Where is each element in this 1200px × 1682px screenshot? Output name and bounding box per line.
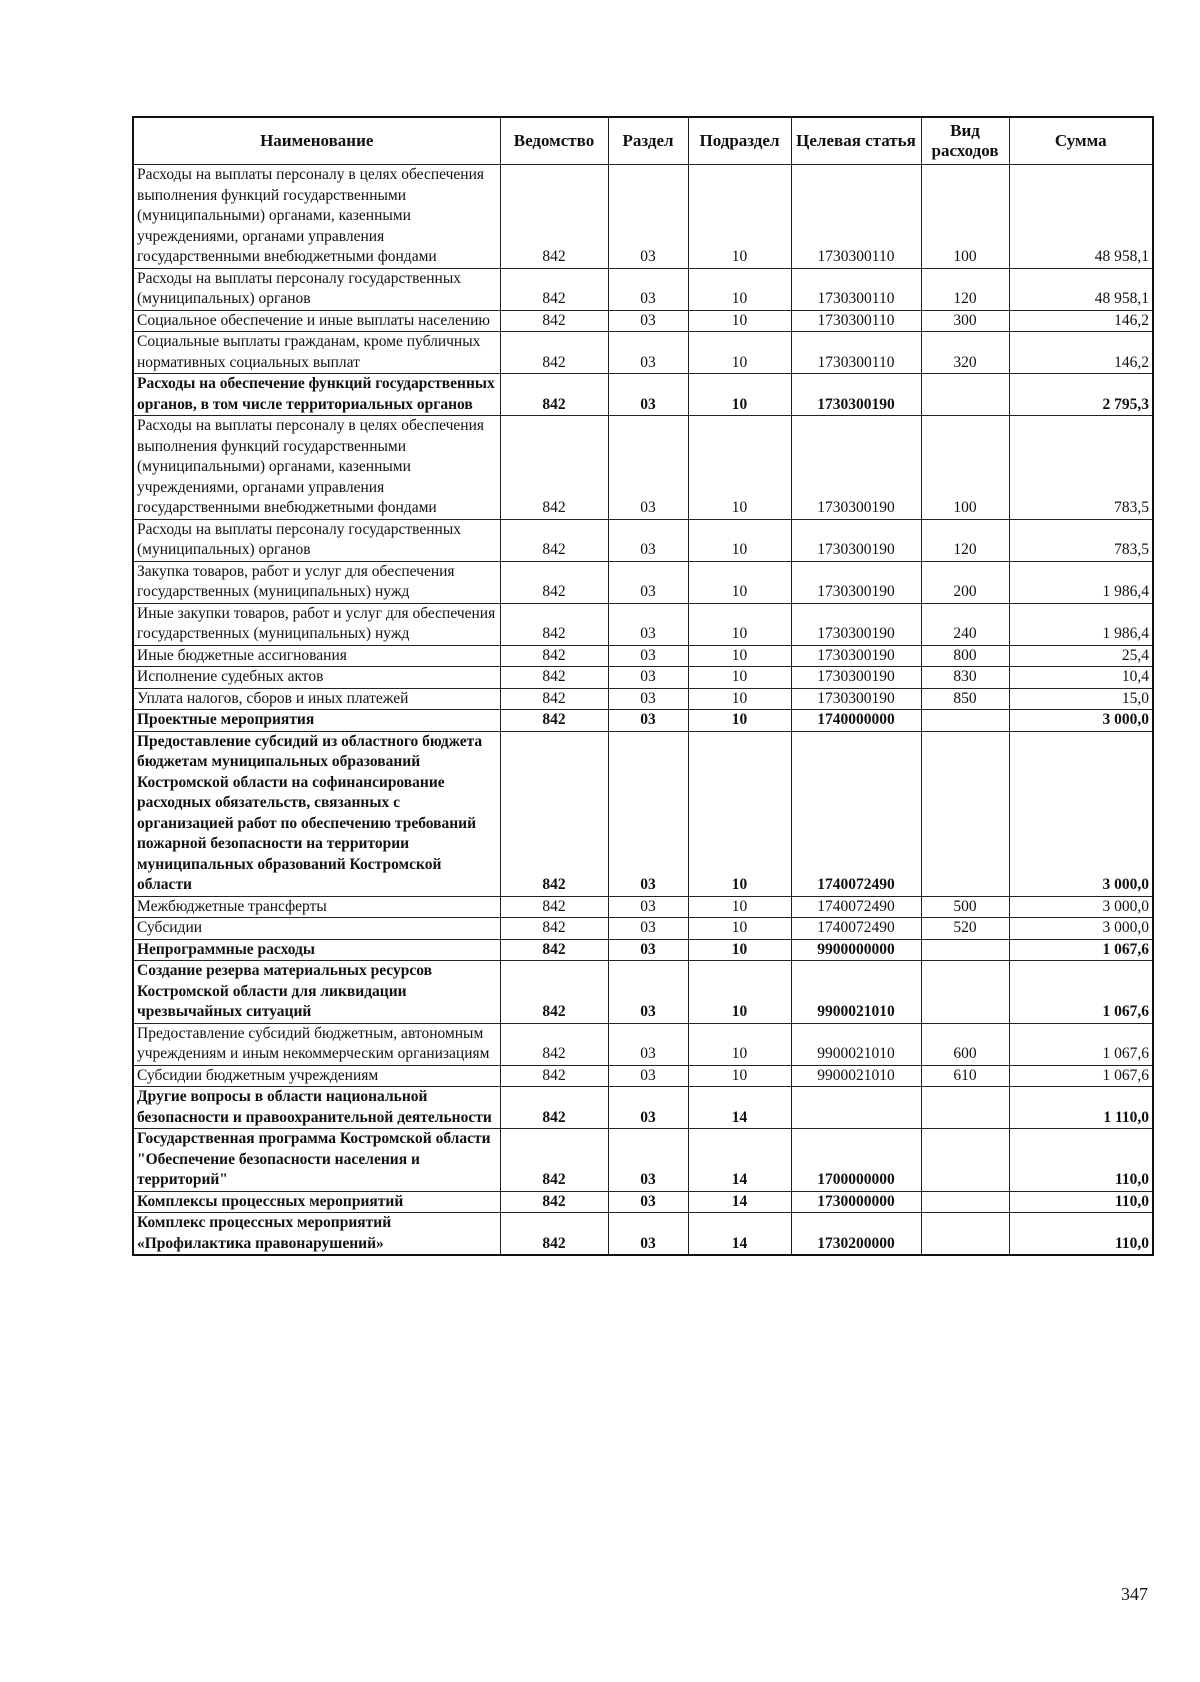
row-amount-cell: 1 067,6: [1009, 1023, 1153, 1065]
row-target-article-cell: 9900021010: [791, 1065, 921, 1087]
row-amount-cell: 1 067,6: [1009, 939, 1153, 961]
table-row: [133, 688, 1153, 710]
page-number: 347: [1121, 1584, 1148, 1604]
row-section-cell: 03: [608, 268, 688, 310]
table-row: [133, 667, 1153, 689]
row-subsection-cell: 10: [688, 268, 791, 310]
row-section-cell: 03: [608, 374, 688, 416]
table-header-row: [133, 117, 1153, 165]
row-expense-type-cell: 600: [921, 1023, 1009, 1065]
table-row: [133, 1023, 1153, 1065]
row-amount-cell: 10,4: [1009, 667, 1153, 689]
row-name-cell: Предоставление субсидий из областного бюджета бюджетам муниципальных образований Костромской области на софинансирование расходных обязательств, связанных с организацией работ по обеспечению требований пожарной безопасности на территории муниципальных образований Костромской области: [133, 731, 500, 896]
table-row: [133, 268, 1153, 310]
row-subsection-cell: 10: [688, 310, 791, 332]
row-department-cell: 842: [500, 374, 608, 416]
row-department-cell: 842: [500, 667, 608, 689]
row-amount-cell: 25,4: [1009, 645, 1153, 667]
row-name-cell: Расходы на выплаты персоналу в целях обеспечения выполнения функций государственными (муниципальными) органами, казенными учреждениями, органами управления государственными внебюджетными фондами: [133, 165, 500, 269]
row-amount-cell: 48 958,1: [1009, 165, 1153, 269]
table-row: [133, 645, 1153, 667]
row-target-article-cell: 1730300190: [791, 603, 921, 645]
row-expense-type-cell: 120: [921, 268, 1009, 310]
table-row: [133, 1065, 1153, 1087]
row-section-cell: 03: [608, 918, 688, 940]
row-section-cell: 03: [608, 645, 688, 667]
row-amount-cell: 1 067,6: [1009, 1065, 1153, 1087]
row-subsection-cell: 10: [688, 645, 791, 667]
row-name-cell: Расходы на обеспечение функций государственных органов, в том числе территориальных органов: [133, 374, 500, 416]
row-target-article-cell: 1740072490: [791, 731, 921, 896]
row-subsection-cell: 14: [688, 1087, 791, 1129]
row-amount-cell: 48 958,1: [1009, 268, 1153, 310]
table-row: [133, 519, 1153, 561]
table-row: [133, 1087, 1153, 1129]
table-row: [133, 896, 1153, 918]
row-subsection-cell: 10: [688, 374, 791, 416]
row-amount-cell: 110,0: [1009, 1191, 1153, 1213]
row-section-cell: 03: [608, 710, 688, 732]
budget-sheet: [132, 116, 1152, 1256]
row-name-cell: Иные бюджетные ассигнования: [133, 645, 500, 667]
header-expense-type: Вид расходов: [921, 117, 1009, 165]
row-expense-type-cell: [921, 961, 1009, 1024]
row-expense-type-cell: 240: [921, 603, 1009, 645]
row-department-cell: 842: [500, 1023, 608, 1065]
row-expense-type-cell: 520: [921, 918, 1009, 940]
row-department-cell: 842: [500, 310, 608, 332]
row-name-cell: Социальное обеспечение и иные выплаты населению: [133, 310, 500, 332]
row-department-cell: 842: [500, 961, 608, 1024]
row-section-cell: 03: [608, 416, 688, 520]
row-expense-type-cell: [921, 731, 1009, 896]
row-subsection-cell: 10: [688, 710, 791, 732]
row-section-cell: 03: [608, 667, 688, 689]
row-expense-type-cell: 300: [921, 310, 1009, 332]
table-body: [133, 165, 1153, 1256]
row-name-cell: Субсидии: [133, 918, 500, 940]
row-expense-type-cell: 610: [921, 1065, 1009, 1087]
row-section-cell: 03: [608, 1065, 688, 1087]
row-subsection-cell: 10: [688, 416, 791, 520]
row-department-cell: 842: [500, 1065, 608, 1087]
table-row: [133, 710, 1153, 732]
row-department-cell: 842: [500, 645, 608, 667]
row-department-cell: 842: [500, 1213, 608, 1256]
row-name-cell: Проектные мероприятия: [133, 710, 500, 732]
row-expense-type-cell: [921, 1087, 1009, 1129]
header-name: Наименование: [133, 117, 500, 165]
row-department-cell: 842: [500, 332, 608, 374]
row-name-cell: Закупка товаров, работ и услуг для обеспечения государственных (муниципальных) нужд: [133, 561, 500, 603]
row-expense-type-cell: 100: [921, 416, 1009, 520]
row-target-article-cell: 9900021010: [791, 1023, 921, 1065]
row-subsection-cell: 14: [688, 1129, 791, 1192]
row-target-article-cell: 1740072490: [791, 896, 921, 918]
row-amount-cell: 110,0: [1009, 1213, 1153, 1256]
header-amount: Сумма: [1009, 117, 1153, 165]
row-section-cell: 03: [608, 332, 688, 374]
row-target-article-cell: 1730300110: [791, 268, 921, 310]
row-target-article-cell: 1730300190: [791, 519, 921, 561]
row-section-cell: 03: [608, 939, 688, 961]
row-amount-cell: 146,2: [1009, 310, 1153, 332]
row-target-article-cell: 1740000000: [791, 710, 921, 732]
row-expense-type-cell: 830: [921, 667, 1009, 689]
row-department-cell: 842: [500, 268, 608, 310]
row-department-cell: 842: [500, 939, 608, 961]
row-section-cell: 03: [608, 961, 688, 1024]
row-name-cell: Создание резерва материальных ресурсов Костромской области для ликвидации чрезвычайных ситуаций: [133, 961, 500, 1024]
table-row: [133, 165, 1153, 269]
row-name-cell: Комплекс процессных мероприятий «Профилактика правонарушений»: [133, 1213, 500, 1256]
row-department-cell: 842: [500, 1087, 608, 1129]
row-target-article-cell: 1730300190: [791, 561, 921, 603]
row-expense-type-cell: 100: [921, 165, 1009, 269]
row-target-article-cell: 1730300110: [791, 165, 921, 269]
row-subsection-cell: 10: [688, 731, 791, 896]
row-subsection-cell: 10: [688, 688, 791, 710]
row-department-cell: 842: [500, 1129, 608, 1192]
header-section: Раздел: [608, 117, 688, 165]
row-subsection-cell: 14: [688, 1191, 791, 1213]
row-subsection-cell: 10: [688, 332, 791, 374]
row-section-cell: 03: [608, 688, 688, 710]
row-expense-type-cell: 850: [921, 688, 1009, 710]
table-row: [133, 416, 1153, 520]
row-amount-cell: 110,0: [1009, 1129, 1153, 1192]
row-department-cell: 842: [500, 603, 608, 645]
row-name-cell: Межбюджетные трансферты: [133, 896, 500, 918]
table-row: [133, 1129, 1153, 1192]
table-row: [133, 561, 1153, 603]
row-subsection-cell: 10: [688, 667, 791, 689]
row-expense-type-cell: [921, 374, 1009, 416]
row-section-cell: 03: [608, 165, 688, 269]
row-department-cell: 842: [500, 561, 608, 603]
row-department-cell: 842: [500, 1191, 608, 1213]
row-department-cell: 842: [500, 416, 608, 520]
row-amount-cell: 15,0: [1009, 688, 1153, 710]
row-section-cell: 03: [608, 1129, 688, 1192]
row-subsection-cell: 10: [688, 918, 791, 940]
row-amount-cell: 783,5: [1009, 416, 1153, 520]
row-expense-type-cell: 120: [921, 519, 1009, 561]
row-target-article-cell: 1730300110: [791, 332, 921, 374]
row-target-article-cell: [791, 1087, 921, 1129]
row-department-cell: 842: [500, 710, 608, 732]
table-row: [133, 374, 1153, 416]
row-amount-cell: 1 067,6: [1009, 961, 1153, 1024]
row-subsection-cell: 10: [688, 603, 791, 645]
row-name-cell: Комплексы процессных мероприятий: [133, 1191, 500, 1213]
row-target-article-cell: 1730200000: [791, 1213, 921, 1256]
row-amount-cell: 146,2: [1009, 332, 1153, 374]
row-section-cell: 03: [608, 561, 688, 603]
table-row: [133, 603, 1153, 645]
row-section-cell: 03: [608, 1087, 688, 1129]
row-expense-type-cell: [921, 1191, 1009, 1213]
row-name-cell: Иные закупки товаров, работ и услуг для обеспечения государственных (муниципальных) нужд: [133, 603, 500, 645]
row-section-cell: 03: [608, 519, 688, 561]
row-amount-cell: 1 986,4: [1009, 561, 1153, 603]
row-target-article-cell: 9900000000: [791, 939, 921, 961]
row-amount-cell: 783,5: [1009, 519, 1153, 561]
row-department-cell: 842: [500, 731, 608, 896]
row-department-cell: 842: [500, 896, 608, 918]
row-subsection-cell: 10: [688, 896, 791, 918]
table-row: [133, 1191, 1153, 1213]
row-name-cell: Социальные выплаты гражданам, кроме публичных нормативных социальных выплат: [133, 332, 500, 374]
row-target-article-cell: 1730300190: [791, 667, 921, 689]
table-row: [133, 731, 1153, 896]
row-name-cell: Государственная программа Костромской области "Обеспечение безопасности населения и территорий": [133, 1129, 500, 1192]
row-expense-type-cell: 500: [921, 896, 1009, 918]
row-name-cell: Исполнение судебных актов: [133, 667, 500, 689]
table-row: [133, 918, 1153, 940]
row-section-cell: 03: [608, 1191, 688, 1213]
row-subsection-cell: 10: [688, 1023, 791, 1065]
row-amount-cell: 3 000,0: [1009, 731, 1153, 896]
row-expense-type-cell: [921, 1213, 1009, 1256]
row-target-article-cell: 1730300190: [791, 688, 921, 710]
header-subsection: Подраздел: [688, 117, 791, 165]
header-target-article: Целевая статья: [791, 117, 921, 165]
row-section-cell: 03: [608, 310, 688, 332]
table-row: [133, 961, 1153, 1024]
row-subsection-cell: 10: [688, 519, 791, 561]
row-section-cell: 03: [608, 896, 688, 918]
row-name-cell: Уплата налогов, сборов и иных платежей: [133, 688, 500, 710]
row-amount-cell: 2 795,3: [1009, 374, 1153, 416]
row-name-cell: Расходы на выплаты персоналу в целях обеспечения выполнения функций государственными (муниципальными) органами, казенными учреждениями, органами управления государственными внебюджетными фондами: [133, 416, 500, 520]
row-amount-cell: 3 000,0: [1009, 896, 1153, 918]
row-target-article-cell: 9900021010: [791, 961, 921, 1024]
row-expense-type-cell: 320: [921, 332, 1009, 374]
table-row: [133, 332, 1153, 374]
row-expense-type-cell: 200: [921, 561, 1009, 603]
row-section-cell: 03: [608, 1213, 688, 1256]
row-department-cell: 842: [500, 918, 608, 940]
row-amount-cell: 1 110,0: [1009, 1087, 1153, 1129]
row-expense-type-cell: [921, 710, 1009, 732]
row-subsection-cell: 10: [688, 165, 791, 269]
row-target-article-cell: 1740072490: [791, 918, 921, 940]
budget-table: [132, 116, 1154, 1256]
row-section-cell: 03: [608, 603, 688, 645]
row-expense-type-cell: [921, 1129, 1009, 1192]
row-expense-type-cell: 800: [921, 645, 1009, 667]
row-target-article-cell: 1730300190: [791, 645, 921, 667]
row-subsection-cell: 10: [688, 1065, 791, 1087]
table-row: [133, 1213, 1153, 1256]
row-name-cell: Расходы на выплаты персоналу государственных (муниципальных) органов: [133, 519, 500, 561]
row-department-cell: 842: [500, 165, 608, 269]
row-name-cell: Субсидии бюджетным учреждениям: [133, 1065, 500, 1087]
row-target-article-cell: 1730000000: [791, 1191, 921, 1213]
row-subsection-cell: 10: [688, 961, 791, 1024]
table-row: [133, 939, 1153, 961]
table-row: [133, 310, 1153, 332]
header-department: Ведомство: [500, 117, 608, 165]
row-subsection-cell: 10: [688, 939, 791, 961]
row-amount-cell: 1 986,4: [1009, 603, 1153, 645]
row-expense-type-cell: [921, 939, 1009, 961]
row-amount-cell: 3 000,0: [1009, 918, 1153, 940]
row-target-article-cell: 1730300190: [791, 374, 921, 416]
row-target-article-cell: 1730300190: [791, 416, 921, 520]
row-department-cell: 842: [500, 519, 608, 561]
row-target-article-cell: 1730300110: [791, 310, 921, 332]
row-section-cell: 03: [608, 731, 688, 896]
row-subsection-cell: 10: [688, 561, 791, 603]
row-target-article-cell: 1700000000: [791, 1129, 921, 1192]
row-subsection-cell: 14: [688, 1213, 791, 1256]
row-name-cell: Предоставление субсидий бюджетным, автономным учреждениям и иным некоммерческим организациям: [133, 1023, 500, 1065]
row-name-cell: Расходы на выплаты персоналу государственных (муниципальных) органов: [133, 268, 500, 310]
row-name-cell: Непрограммные расходы: [133, 939, 500, 961]
row-amount-cell: 3 000,0: [1009, 710, 1153, 732]
row-name-cell: Другие вопросы в области национальной безопасности и правоохранительной деятельности: [133, 1087, 500, 1129]
row-department-cell: 842: [500, 688, 608, 710]
row-section-cell: 03: [608, 1023, 688, 1065]
